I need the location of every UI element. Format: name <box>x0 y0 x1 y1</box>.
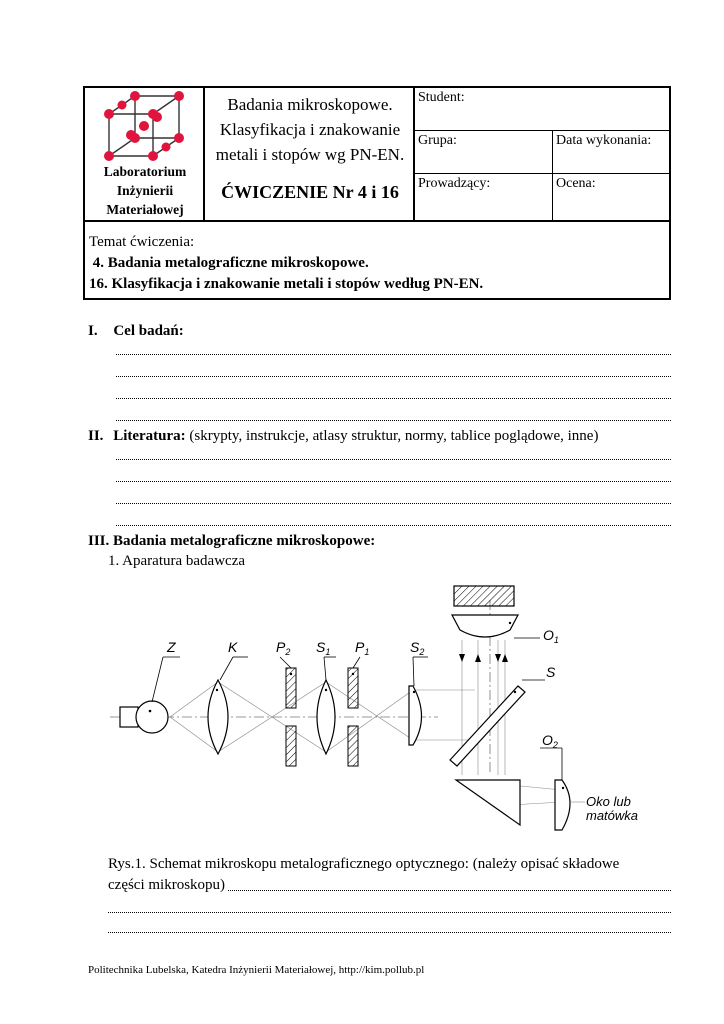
lab-line: Laboratorium <box>103 164 187 179</box>
answer-line <box>116 481 671 482</box>
header-table <box>83 86 671 300</box>
document-title <box>206 92 414 167</box>
answer-line <box>116 420 671 421</box>
section-goal <box>88 323 184 340</box>
topic-item: 4. Badania metalograficzne mikroskopowe. <box>89 255 369 271</box>
section-number: II. <box>88 428 104 444</box>
lab-name <box>85 162 205 219</box>
label-z: Z <box>167 639 176 655</box>
divider <box>552 130 553 222</box>
student-label: Student: <box>418 90 465 105</box>
lab-line: Materiałowej <box>106 202 184 217</box>
label-s2: $S_2$ <box>410 639 425 657</box>
section-title: III. Badania metalograficzne mikroskopowe: <box>88 533 376 549</box>
label-p1: $P_1$ <box>355 639 370 657</box>
label-p2: $P_2$ <box>276 639 291 657</box>
figure-caption-line2: części mikroskopu) <box>108 877 226 893</box>
label-screen: matówka <box>586 808 639 823</box>
label-o1: $O_1$ <box>543 627 559 645</box>
answer-line <box>108 912 671 913</box>
section-title: Cel badań: <box>113 323 184 339</box>
topic-item: 16. Klasyfikacja i znakowanie metali i stopów według PN-EN. <box>89 276 484 292</box>
section-number: I. <box>88 323 98 339</box>
label-o2: $O_2$ <box>542 732 558 750</box>
section-literature <box>88 428 598 445</box>
date-label: Data wykonania: <box>556 133 652 148</box>
grade-label: Ocena: <box>556 176 596 191</box>
title-line: Klasyfikacja i znakowanie <box>219 120 401 139</box>
microscope-schematic <box>100 580 660 840</box>
answer-line <box>108 932 671 933</box>
divider <box>414 173 671 174</box>
section-note: (skrypty, instrukcje, atlasy struktur, normy, tablice poglądowe, inne) <box>185 428 599 444</box>
answer-line <box>116 376 671 377</box>
divider <box>85 220 671 222</box>
grupa-label: Grupa: <box>418 133 457 148</box>
page-footer: Politechnika Lubelska, Katedra Inżynierii Materiałowej, http://kim.pollub.pl <box>88 964 425 976</box>
figure-caption-line1: Rys.1. Schemat mikroskopu metalograficznego optycznego: (należy opisać składowe <box>108 856 620 872</box>
equipment-item: 1. Aparatura badawcza <box>108 553 246 569</box>
divider <box>414 130 671 131</box>
exercise-number: ĆWICZENIE Nr 4 i 16 <box>221 182 399 202</box>
label-k: K <box>228 639 238 655</box>
topic-block <box>89 232 483 295</box>
label-s1: $S_1$ <box>316 639 331 657</box>
answer-line <box>116 398 671 399</box>
lab-line: Inżynierii <box>116 183 174 198</box>
section-title: Literatura: <box>113 428 186 444</box>
answer-line <box>116 459 671 460</box>
answer-line <box>116 503 671 504</box>
title-line: Badania mikroskopowe. <box>227 95 393 114</box>
label-eye: Oko lub <box>586 794 631 809</box>
label-s: S <box>546 664 556 680</box>
topic-label: Temat ćwiczenia: <box>89 234 195 250</box>
crystal-lattice-logo <box>103 90 189 162</box>
section-research <box>88 533 375 550</box>
answer-line <box>116 354 671 355</box>
instructor-label: Prowadzący: <box>418 176 491 191</box>
title-line: metali i stopów wg PN-EN. <box>215 145 405 164</box>
answer-line <box>116 525 671 526</box>
